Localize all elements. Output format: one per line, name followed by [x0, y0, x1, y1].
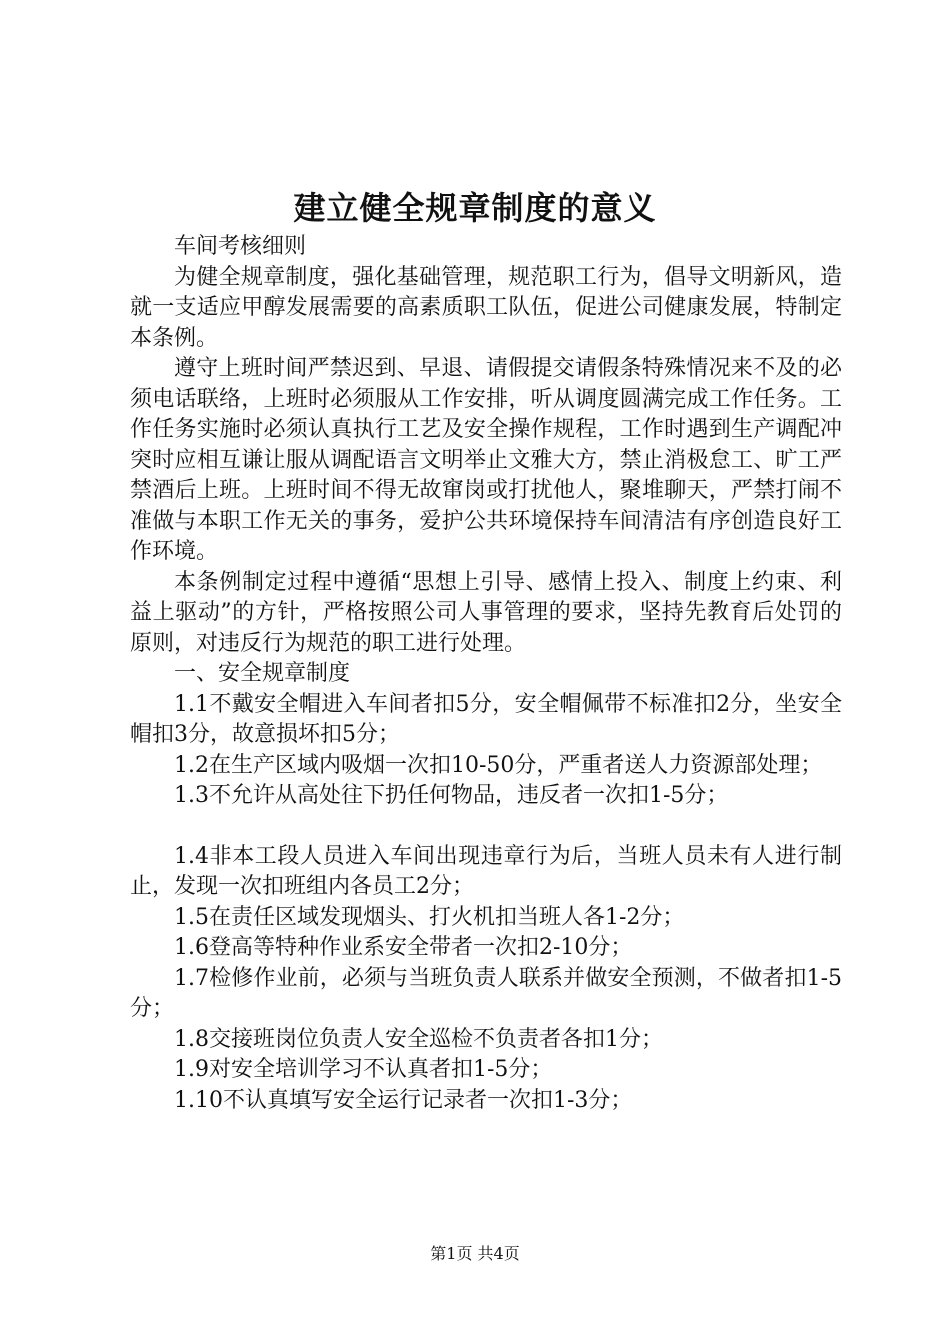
paragraph-intro: 为健全规章制度，强化基础管理，规范职工行为，倡导文明新风，造就一支适应甲醇发展需要的高素质职工队伍，促进公司健康发展，特制定本条例。 [130, 264, 842, 351]
rule-item: 1.9对安全培训学习不认真者扣1-5分； [174, 1057, 553, 1082]
rule-item: 1.3不允许从高处往下扔任何物品，违反者一次扣1-5分； [174, 783, 729, 808]
document-title: 建立健全规章制度的意义 [293, 189, 657, 227]
rule-item: 1.4非本工段人员进入车间出现违章行为后，当班人员未有人进行制止，发现一次扣班组内各员工2分； [130, 843, 842, 899]
section-heading-safety: 一、安全规章制度 [174, 661, 351, 686]
rule-item: 1.7检修作业前，必须与当班负责人联系并做安全预测，不做者扣1-5分； [130, 965, 842, 1021]
page-number-footer: 第1页 共4页 [430, 1244, 520, 1263]
document-body [130, 232, 842, 1116]
rule-item: 1.1不戴安全帽进入车间者扣5分，安全帽佩带不标准扣2分，坐安全帽扣3分，故意损坏扣5分； [130, 691, 842, 747]
paragraph-spacer [130, 812, 842, 842]
rule-item: 1.2在生产区域内吸烟一次扣10-50分，严重者送人力资源部处理； [174, 752, 823, 778]
paragraph-principles: 本条例制定过程中遵循“思想上引导、感情上投入、制度上约束、利益上驱动”的方针，严格按照公司人事管理的要求，坚持先教育后处罚的原则，对违反行为规范的职工进行处理。 [130, 569, 842, 656]
rule-item: 1.6登高等特种作业系安全带者一次扣2-10分； [174, 935, 633, 960]
paragraph-work-rules: 遵守上班时间严禁迟到、早退、请假提交请假条特殊情况来不及的必须电话联络，上班时必须服从工作安排，听从调度圆满完成工作任务。工作任务实施时必须认真执行工艺及安全操作规程，工作时遇到生产调配冲突时应相互谦让服从调配语言文明举止文雅大方，禁止消极怠工、旷工严禁酒后上班。上班时间不得无故窜岗或打扰他人，聚堆聊天，严禁打闹不准做与本职工作无关的事务，爱护公共环境保持车间清洁有序创造良好工作环境。 [130, 356, 842, 564]
rule-item: 1.10不认真填写安全运行记录者一次扣1-3分； [174, 1087, 633, 1113]
rule-item: 1.8交接班岗位负责人安全巡检不负责者各扣1分； [174, 1026, 663, 1052]
paragraph-subtitle: 车间考核细则 [174, 234, 307, 259]
rule-item: 1.5在责任区域发现烟头、打火机扣当班人各1-2分； [174, 904, 685, 930]
